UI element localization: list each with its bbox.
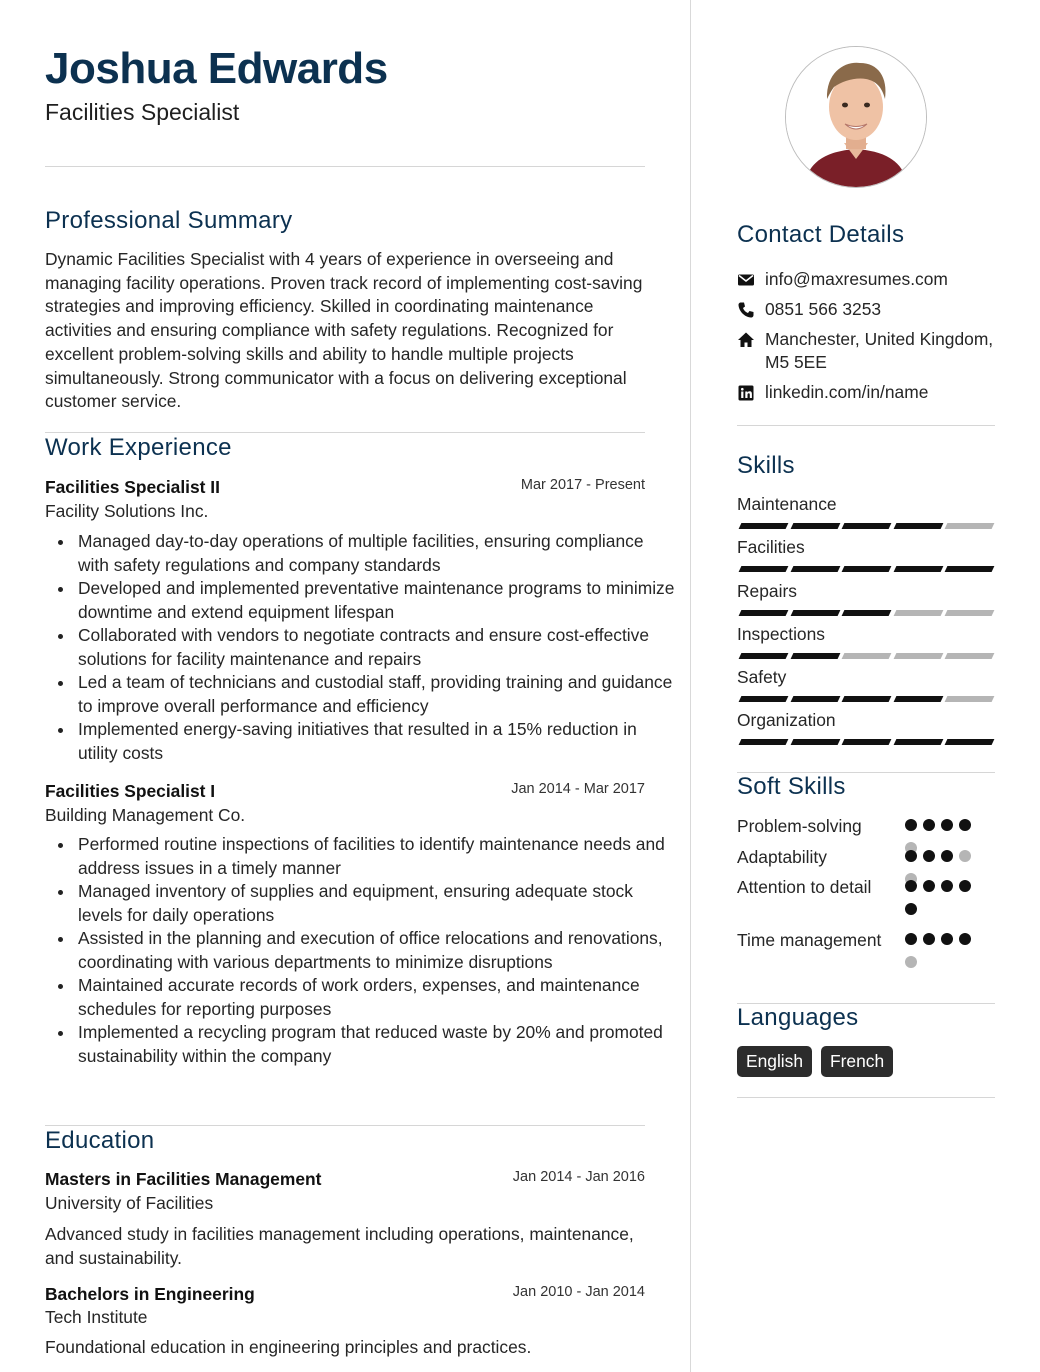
school-name: University of Facilities (45, 1193, 214, 1213)
home-icon (737, 331, 755, 349)
degree-title: Masters in Facilities Management (45, 1169, 322, 1189)
list-item: Implemented a recycling program that reduced waste by 20% and promoted sustainability within the company (78, 1021, 678, 1068)
rating-dot (905, 819, 917, 831)
list-item: Managed inventory of supplies and equipment, ensuring adequate stock levels for daily operations (78, 880, 678, 927)
skill-level-segment (945, 523, 995, 529)
rating-dot (959, 819, 971, 831)
email-text: info@maxresumes.com (765, 269, 948, 289)
rating-dot (923, 933, 935, 945)
school-name: Tech Institute (45, 1307, 148, 1327)
skill-name: Organization (737, 710, 836, 730)
rating-dot (923, 880, 935, 892)
skill-name: Inspections (737, 624, 825, 644)
skill-level-segment (739, 696, 789, 702)
list-item: Maintained accurate records of work orders, expenses, and maintenance schedules for reporting purposes (78, 974, 678, 1021)
languages-heading: Languages (737, 1004, 859, 1031)
skill-level-segment (739, 653, 789, 659)
skill-level-segment (790, 610, 840, 616)
skill-name: Safety (737, 667, 787, 687)
job-company: Building Management Co. (45, 805, 246, 825)
job-dates: Jan 2014 - Mar 2017 (511, 781, 645, 797)
job-company: Facility Solutions Inc. (45, 501, 209, 521)
skill-level-bar (737, 739, 993, 746)
job-title: Facilities Specialist II (45, 477, 220, 497)
rating-dot (959, 933, 971, 945)
soft-skill-name: Problem-solving (737, 816, 862, 836)
summary-heading: Professional Summary (45, 207, 293, 234)
rating-dot (959, 850, 971, 862)
skill-level-segment (842, 653, 892, 659)
skill-level-segment (739, 739, 789, 745)
skill-level-segment (842, 566, 892, 572)
skill-name: Maintenance (737, 494, 837, 514)
rating-dot (923, 850, 935, 862)
experience-divider (45, 1125, 645, 1126)
skill-level-segment (945, 610, 995, 616)
skill-level-bar (737, 653, 993, 660)
rating-dot (905, 850, 917, 862)
list-item: Performed routine inspections of facilities to identify maintenance needs and address issues in a timely manner (78, 833, 678, 880)
skill-level-segment (893, 566, 943, 572)
rating-dot (923, 819, 935, 831)
job-bullets (45, 530, 678, 765)
skill-level-segment (945, 566, 995, 572)
rating-dot (905, 933, 917, 945)
address-text: Manchester, United Kingdom, M5 5EE (765, 329, 994, 372)
education-dates: Jan 2010 - Jan 2014 (512, 1284, 645, 1300)
language-badge: French (821, 1046, 893, 1077)
column-divider (690, 0, 691, 1372)
skill-level-segment (739, 523, 789, 529)
skill-level-bar (737, 610, 993, 617)
skill-level-segment (790, 653, 840, 659)
profile-photo (785, 46, 927, 188)
skill-level-segment (790, 739, 840, 745)
rating-dot (941, 933, 953, 945)
skill-level-segment (945, 653, 995, 659)
list-item: Managed day-to-day operations of multiple facilities, ensuring compliance with safety regulations and company standards (78, 530, 678, 577)
skills-heading: Skills (737, 452, 795, 479)
rating-dot (959, 880, 971, 892)
skill-level-segment (739, 610, 789, 616)
degree-title: Bachelors in Engineering (45, 1284, 255, 1304)
skill-level-segment (893, 523, 943, 529)
contact-divider (737, 425, 995, 426)
skill-level-segment (790, 696, 840, 702)
header-divider (45, 166, 645, 167)
skill-level-segment (790, 523, 840, 529)
skill-level-segment (893, 696, 943, 702)
soft-skills-heading: Soft Skills (737, 773, 846, 800)
rating-dot (941, 819, 953, 831)
list-item: Assisted in the planning and execution of office relocations and renovations, coordinating with various departments to minimize disruptions (78, 927, 678, 974)
languages-divider (737, 1097, 995, 1098)
education-description: Foundational education in engineering principles and practices. (45, 1337, 532, 1357)
skill-level-segment (893, 653, 943, 659)
rating-dot (941, 880, 953, 892)
experience-heading: Work Experience (45, 434, 232, 461)
list-item: Collaborated with vendors to negotiate contracts and ensure cost-effective solutions for facility maintenance and repairs (78, 624, 678, 671)
job-bullets (45, 833, 678, 1068)
skill-level-segment (739, 566, 789, 572)
phone-icon (737, 301, 755, 319)
skill-level-segment (842, 610, 892, 616)
list-item: Implemented energy-saving initiatives that resulted in a 15% reduction in utility costs (78, 718, 678, 765)
candidate-name: Joshua Edwards (45, 44, 388, 93)
candidate-title: Facilities Specialist (45, 99, 240, 125)
skill-level-segment (790, 566, 840, 572)
rating-dot (905, 956, 917, 968)
job-dates: Mar 2017 - Present (520, 477, 645, 493)
skill-level-bar (737, 696, 993, 703)
rating-dot (941, 850, 953, 862)
skill-level-segment (945, 739, 995, 745)
soft-skill-name: Time management (737, 930, 882, 950)
skill-level-segment (842, 739, 892, 745)
linkedin-icon (737, 384, 755, 402)
skill-level-segment (893, 739, 943, 745)
skill-level-segment (945, 696, 995, 702)
list-item: Led a team of technicians and custodial staff, providing training and guidance to improve overall performance and efficiency (78, 671, 678, 718)
summary-text: Dynamic Facilities Specialist with 4 years of experience in overseeing and managing facility operations. Proven track record of implementing cost-saving strategies and improving efficiency. Skilled in coordinating maintenance activities and ensuring compliance with safety regulations. Recognized for excellent problem-solving skills and ability to handle multiple projects simultaneously. Strong communicator with a focus on delivering exceptional customer service. (45, 249, 643, 412)
phone-text: 0851 566 3253 (765, 299, 882, 319)
skill-level-segment (842, 696, 892, 702)
skill-level-segment (893, 610, 943, 616)
skill-level-segment (842, 523, 892, 529)
education-heading: Education (45, 1127, 155, 1154)
envelope-icon (737, 271, 755, 289)
language-badge: English (737, 1046, 812, 1077)
job-title: Facilities Specialist I (45, 781, 216, 801)
summary-divider (45, 432, 645, 433)
education-description: Advanced study in facilities management including operations, maintenance, and sustainability. (45, 1224, 634, 1268)
skill-level-bar (737, 566, 993, 573)
soft-skill-name: Attention to detail (737, 877, 872, 897)
skill-level-bar (737, 523, 993, 530)
skill-name: Facilities (737, 537, 805, 557)
soft-skill-name: Adaptability (737, 847, 827, 867)
rating-dot (905, 880, 917, 892)
linkedin-text: linkedin.com/in/name (765, 382, 929, 402)
education-dates: Jan 2014 - Jan 2016 (512, 1169, 645, 1185)
rating-dot (905, 903, 917, 915)
list-item: Developed and implemented preventative maintenance programs to minimize downtime and extend equipment lifespan (78, 577, 678, 624)
person-avatar-icon (786, 47, 926, 187)
contact-heading: Contact Details (737, 221, 905, 248)
skill-name: Repairs (737, 581, 797, 601)
